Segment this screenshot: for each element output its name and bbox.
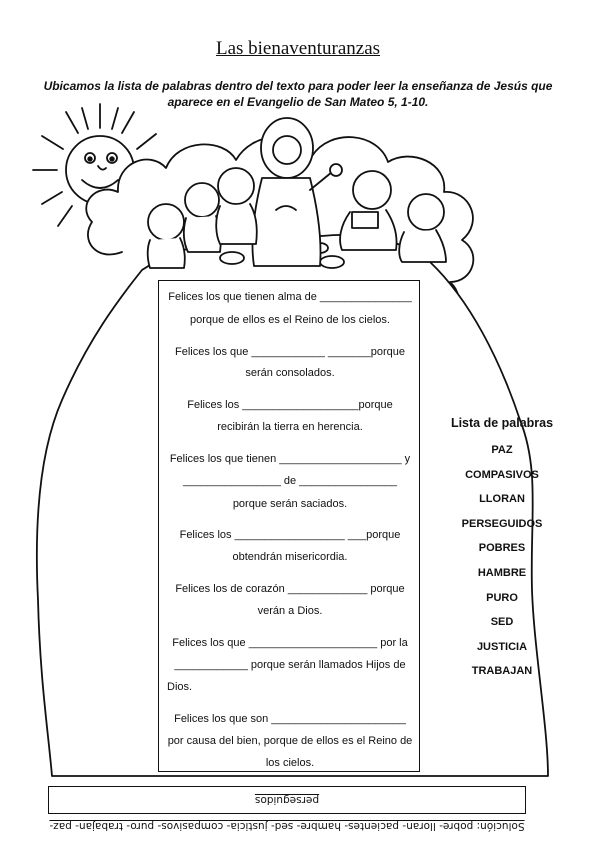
beatitude-line: porque serán saciados. [232,498,348,510]
word-list-item: TRABAJAN [471,665,533,678]
word-list-item: JUSTICIA [476,640,528,653]
word-list-item: LLORAN [479,493,525,506]
word-list-item: PAZ [491,444,513,456]
beatitude-line: ____________ porque serán llamados Hijos de [174,659,406,671]
word-list-heading: Lista de palabras [450,416,554,430]
beatitude-line: Felices los que _____________________ por la [172,637,408,649]
beatitude-line: recibirán la tierra en herencia. [217,421,363,433]
beatitude-line: verán a Dios. [257,605,323,617]
solution-box [48,786,526,832]
page-title: Las bienaventuranzas [215,38,381,59]
instructions-line-1: Ubicamos la lista de palabras dentro del texto para poder leer la enseñanza de Jesús que [43,79,553,93]
beatitudes-text-box [158,280,420,772]
beatitude-line: Felices los de corazón _____________ porque [175,583,405,595]
beatitude-line: Felices los que ____________ _______porque [175,346,405,358]
solution-text: Solución: pobre- lloran- pacientes- hambre- sed- justicia- compasivos- puro- trabajan- paz- perseguidos [49,794,525,832]
word-list-item: POBRES [478,542,526,555]
word-list-item: HAMBRE [477,566,527,579]
word-list [444,416,560,686]
beatitude-line: serán consolados. [245,367,335,379]
word-list-item: SED [490,616,514,629]
instructions-line-2: aparece en el Evangelio de San Mateo 5, 1-10. [167,95,429,109]
beatitude-line: Felices los que tienen alma de _______________ [168,291,412,303]
beatitude-line: por causa del bien, porque de ellos es el Reino de [167,735,413,747]
word-list-item: PURO [486,591,518,604]
beatitude-line: obtendrán misericordia. [232,551,348,563]
beatitude-line: Felices los __________________ ___porque [179,529,401,541]
beatitude-line: ________________ de ________________ [182,475,398,487]
beatitude-line: porque de ellos es el Reino de los cielos. [190,314,390,326]
beatitude-line: los cielos. [265,757,315,769]
beatitude-line: Felices los que tienen ____________________ y [169,453,411,465]
beatitude-line: Felices los ___________________porque [187,399,393,411]
word-list-item: COMPASIVOS [465,468,539,481]
beatitude-line: Felices los que son ______________________ [174,713,406,725]
word-list-item: PERSEGUIDOS [461,517,543,530]
beatitude-line: Dios. [167,681,193,693]
